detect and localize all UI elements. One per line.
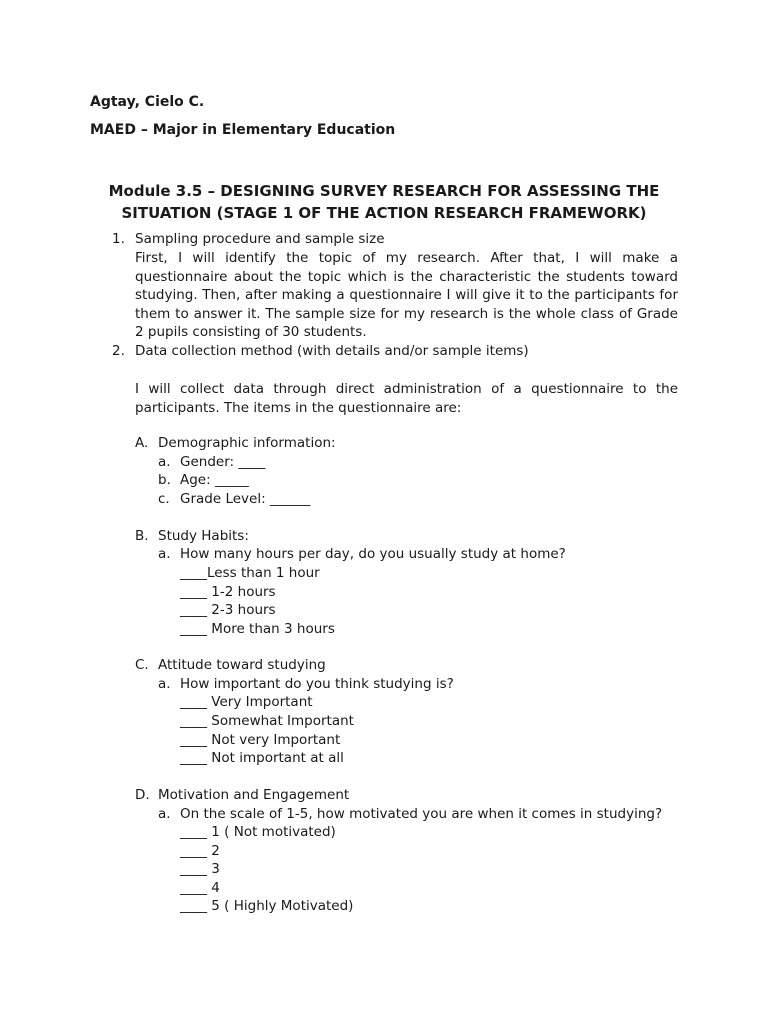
section-1-body: First, I will identify the topic of my research. After that, I will make a questionnaire about the topic which is the characteristic the students toward studying. Then, after making a questionnaire I will give it to the participants for them to answer it. The sample size for my research is the whole class of Grade 2 pupils consisting of 30 students.	[135, 250, 678, 341]
part-a-heading: Demographic information:	[158, 435, 336, 451]
answer-option: ____ More than 3 hours	[180, 621, 335, 637]
part-a-item-letter: c.	[158, 491, 170, 507]
section-2-body: I will collect data through direct administration of a questionnaire to the participants. The items in the questionnaire are:	[135, 381, 678, 416]
answer-option: ____ 1 ( Not motivated)	[180, 824, 336, 840]
part-b-question: How many hours per day, do you usually study at home?	[180, 546, 566, 562]
part-a-item-letter: b.	[158, 472, 171, 488]
part-c-question: How important do you think studying is?	[180, 676, 454, 692]
module-title-line-2: SITUATION (STAGE 1 OF THE ACTION RESEARCH FRAMEWORK)	[121, 204, 647, 222]
section-2-heading: Data collection method (with details and/or sample items)	[135, 343, 529, 359]
part-a-item-grade-level: Grade Level: ______	[180, 491, 311, 507]
section-1-number: 1.	[112, 231, 125, 247]
part-c-letter: C.	[135, 657, 149, 673]
part-d-letter: D.	[135, 787, 150, 803]
part-a-item-age: Age: _____	[180, 472, 249, 488]
answer-option: ____ 1-2 hours	[180, 584, 276, 600]
module-title-line-1: Module 3.5 – DESIGNING SURVEY RESEARCH FOR ASSESSING THE	[108, 182, 660, 200]
part-a-item-gender: Gender: ____	[180, 454, 266, 470]
answer-option: ____ 2	[180, 843, 220, 859]
part-d-question-letter: a.	[158, 806, 171, 822]
program-name: MAED – Major in Elementary Education	[90, 122, 396, 138]
answer-option: ____ 5 ( Highly Motivated)	[180, 898, 354, 914]
part-b-heading: Study Habits:	[158, 528, 249, 544]
part-d-heading: Motivation and Engagement	[158, 787, 350, 803]
answer-option: ____ 4	[180, 880, 220, 896]
part-a-letter: A.	[135, 435, 149, 451]
answer-option: ____ Very Important	[180, 694, 313, 710]
part-a-item-letter: a.	[158, 454, 171, 470]
part-c-heading: Attitude toward studying	[158, 657, 326, 673]
part-b-letter: B.	[135, 528, 149, 544]
part-d-question: On the scale of 1-5, how motivated you are when it comes in studying?	[180, 806, 663, 822]
part-c-question-letter: a.	[158, 676, 171, 692]
module-title	[100, 180, 668, 224]
answer-option: ____ Somewhat Important	[180, 713, 354, 729]
answer-option: ____ Not very Important	[180, 732, 341, 748]
answer-option: ____Less than 1 hour	[180, 565, 320, 581]
section-1-heading: Sampling procedure and sample size	[135, 231, 385, 247]
part-b-question-letter: a.	[158, 546, 171, 562]
section-2-number: 2.	[112, 343, 125, 359]
answer-option: ____ 3	[180, 861, 220, 877]
author-name: Agtay, Cielo C.	[90, 94, 205, 110]
answer-option: ____ 2-3 hours	[180, 602, 276, 618]
answer-option: ____ Not important at all	[180, 750, 344, 766]
